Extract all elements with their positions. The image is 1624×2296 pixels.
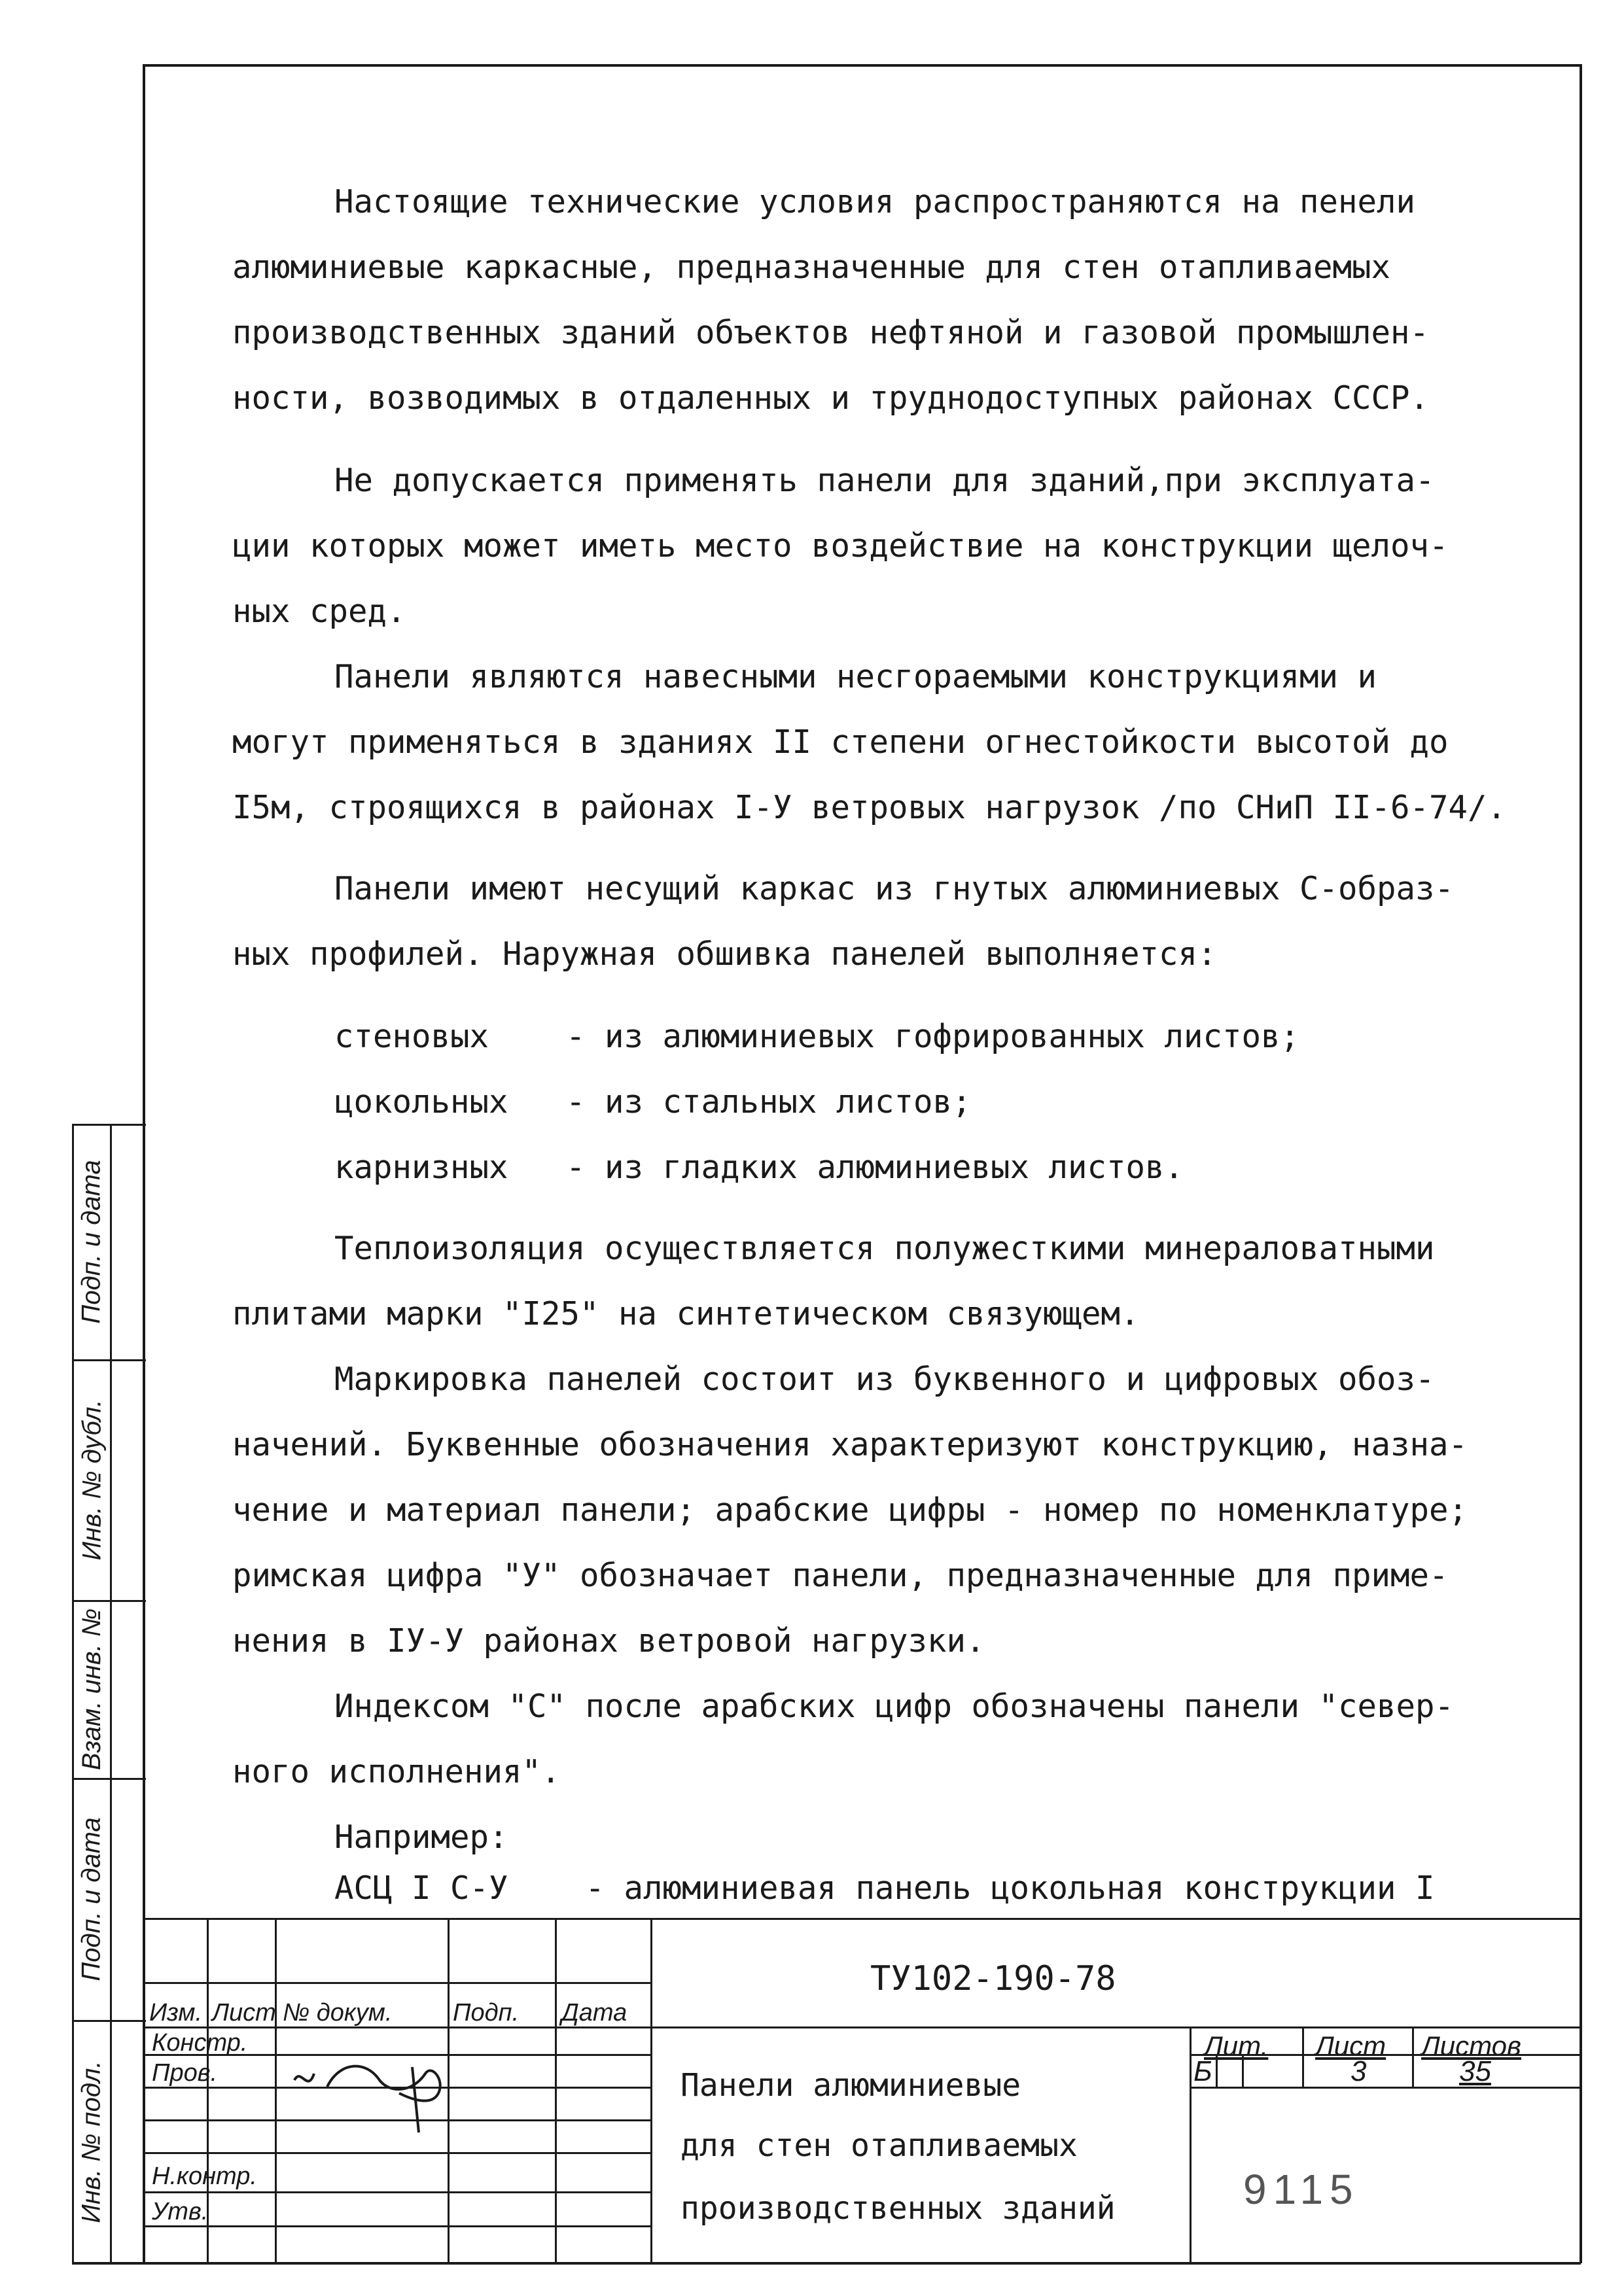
document-title-line: Панели алюминиевые <box>680 2067 1021 2104</box>
text-line: Например: <box>334 1818 508 1856</box>
text-line: карнизных - из гладких алюминиевых листов. <box>334 1149 1184 1186</box>
text-line: ного исполнения". <box>232 1753 561 1790</box>
text-line: алюминиевые каркасные, предназначенные для стен отапливаемых <box>232 249 1391 286</box>
text-line: производственных зданий объектов нефтяной и газовой промышлен- <box>232 314 1430 351</box>
archive-number: 9115 <box>1243 2166 1360 2213</box>
document-title-line: производственных зданий <box>680 2190 1116 2227</box>
text-line: могут применяться в зданиях II степени огнестойкости высотой до <box>232 723 1449 761</box>
text-line: Индексом "С" после арабских цифр обозначены панели "север- <box>334 1688 1455 1725</box>
frame-right-border <box>1580 64 1582 2263</box>
grid-line <box>1302 2026 1304 2087</box>
document-title-line: для стен отапливаемых <box>680 2127 1078 2164</box>
grid-line <box>275 1918 277 2262</box>
side-stamp <box>72 1124 146 2263</box>
signature-scribble <box>281 2054 478 2146</box>
grid-line <box>1190 2087 1581 2089</box>
grid-line <box>555 1918 557 2262</box>
text-line: Панели являются навесными несгораемыми конструкциями и <box>334 658 1377 695</box>
text-line: цокольных - из стальных листов; <box>334 1083 972 1121</box>
side-label-signature-date: Подп. и дата <box>77 1817 107 1981</box>
side-label-signature-date: Подп. и дата <box>77 1159 107 1324</box>
col-header-change: Изм. <box>149 1999 203 2026</box>
grid-line <box>143 2152 652 2154</box>
text-line: Не допускается применять панели для зданий,при эксплуата- <box>334 462 1435 499</box>
text-line: АСЦ I С-У - алюминиевая панель цокольная конструкции I <box>334 1870 1435 1907</box>
col-header-doc-no: № докум. <box>283 1999 393 2026</box>
role-approved: Утв. <box>152 2198 209 2225</box>
text-line: ции которых может иметь место воздействие на конструкции щелоч- <box>232 527 1449 565</box>
text-line: римская цифра "У" обозначает панели, предназначенные для приме- <box>232 1557 1449 1594</box>
text-line: ности, возводимых в отдаленных и труднодоступных районах СССР. <box>232 379 1430 417</box>
text-line: I5м, строящихся в районах I-У ветровых нагрузок /по СНиП II-6-74/. <box>232 789 1507 826</box>
grid-line <box>143 2191 652 2193</box>
side-label-original-no: Инв. № подл. <box>77 2060 107 2223</box>
grid-line <box>143 1982 652 1984</box>
document-code: ТУ102-190-78 <box>870 1959 1116 1998</box>
text-line: Маркировка панелей состоит из буквенного и цифровых обоз- <box>334 1361 1435 1398</box>
title-block-top-line <box>143 1918 1581 1920</box>
side-label-duplicate-no: Инв. № дубл. <box>77 1399 106 1560</box>
role-designer: Констр. <box>152 2029 248 2057</box>
text-line: чение и материал панели; арабские цифры - номер по номенклатуре; <box>232 1491 1468 1529</box>
litera-value: Б <box>1193 2055 1212 2087</box>
text-line: начений. Буквенные обозначения характеризуют конструкцию, назна- <box>232 1426 1468 1463</box>
text-line: плитами марки "I25" на синтетическом связующем. <box>232 1295 1140 1332</box>
frame-bottom-border <box>72 2262 1581 2265</box>
text-line: нения в IУ-У районах ветровой нагрузки. <box>232 1622 985 1660</box>
text-line: ных сред. <box>232 593 406 630</box>
text-line: ных профилей. Наружная обшивка панелей выполняется: <box>232 935 1217 973</box>
grid-line <box>143 2225 652 2227</box>
col-header-date: Дата <box>561 1999 627 2026</box>
col-header-sheet: Лист <box>212 1999 276 2026</box>
frame-top-border <box>144 64 1581 67</box>
sheet-number: 3 <box>1350 2055 1367 2087</box>
grid-line <box>143 2026 652 2028</box>
side-stamp-midline <box>110 1124 112 2263</box>
grid-line <box>650 2026 1581 2028</box>
sheets-total-header: Листов <box>1421 2030 1521 2061</box>
text-line: Теплоизоляция осуществляется полужесткими минераловатными <box>334 1230 1435 1267</box>
text-line: Настоящие технические условия распространяются на пенели <box>334 183 1416 220</box>
grid-line <box>1190 2026 1192 2262</box>
text-line: стеновых - из алюминиевых гофрированных листов; <box>334 1018 1300 1055</box>
title-block-divider <box>650 1918 652 2262</box>
role-checker: Пров. <box>152 2059 218 2087</box>
col-header-signature: Подп. <box>453 1999 520 2026</box>
litera-header: Лит. <box>1204 2030 1269 2061</box>
role-norm-control: Н.контр. <box>152 2163 257 2190</box>
sheets-total: 35 <box>1459 2055 1491 2087</box>
side-label-replaces-no: Взам. инв. № <box>77 1608 106 1770</box>
sheet-header: Лист <box>1315 2030 1386 2061</box>
text-line: Панели имеют несущий каркас из гнутых алюминиевых С-образ- <box>334 870 1455 907</box>
grid-line <box>1412 2026 1414 2087</box>
